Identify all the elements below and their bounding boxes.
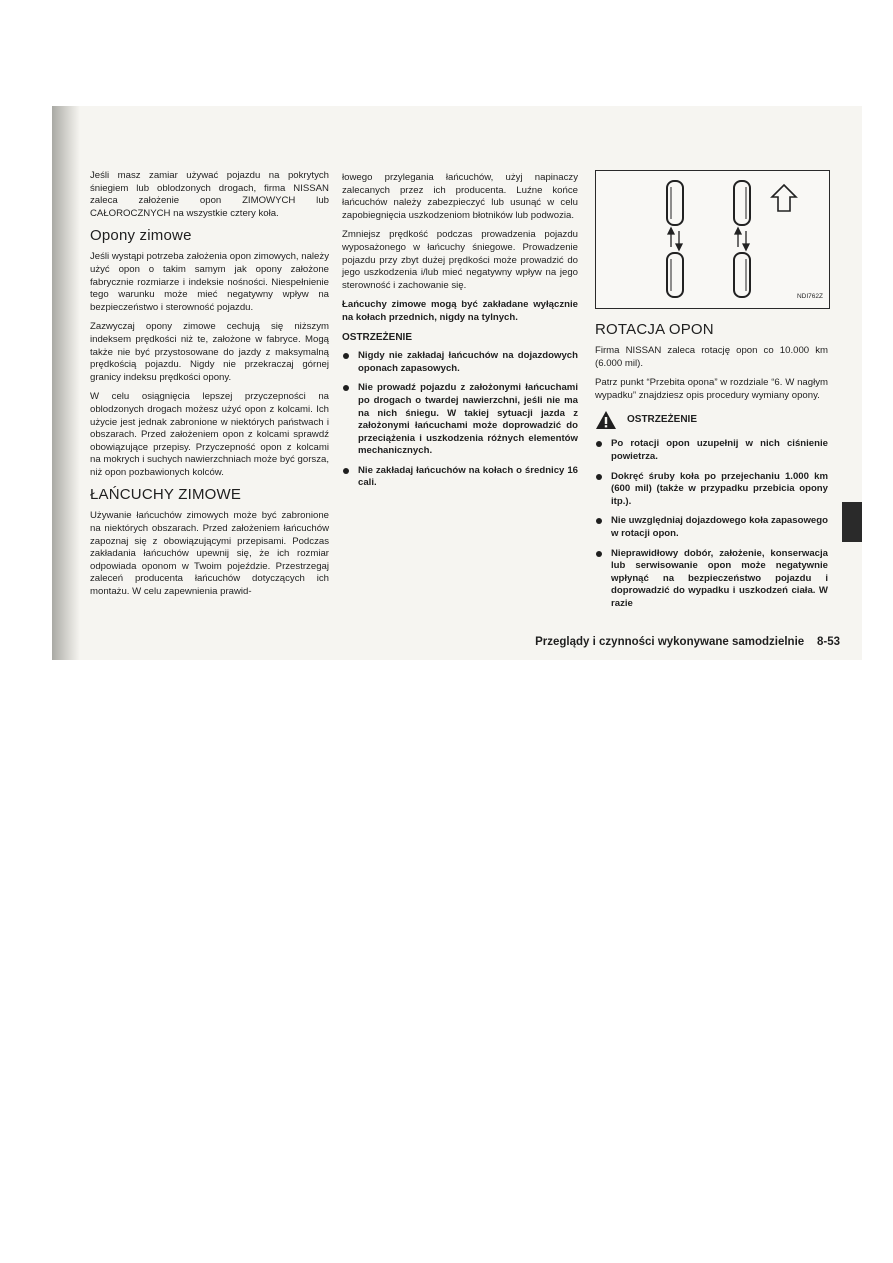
- list-item: Dokręć śruby koła po przejechaniu 1.000 km (600 mil) (także w przypadku przebicia opony itp.).: [595, 471, 828, 509]
- paragraph-winter-2: Zazwyczaj opony zimowe cechują się niższym indeksem prędkości niż te, założone w fabryce. Mogą także nie być przystosowane do jazdy z maksymalną prędkością pojazdu. Nigdy nie przekraczaj górnej granicy indeksu prędkości opony.: [90, 321, 329, 383]
- list-item: Nie zakładaj łańcuchów na kołach o średnicy 16 cali.: [342, 465, 578, 490]
- warning-triangle-icon: [595, 410, 617, 430]
- tire-rear-left: [667, 253, 683, 297]
- tire-front-left: [667, 181, 683, 225]
- column-right: [595, 170, 828, 618]
- column-middle: [342, 172, 578, 497]
- paragraph-front-wheels: Łańcuchy zimowe mogą być zakładane wyłącznie na kołach przednich, nigdy na tylnych.: [342, 299, 578, 323]
- paragraph-rotation: Firma NISSAN zaleca rotację opon co 10.000 km (6.000 mil).: [595, 345, 828, 369]
- tire-rotation-svg: [596, 171, 829, 308]
- chapter-tab-marker: [842, 502, 862, 542]
- warning-title-chains: OSTRZEŻENIE: [342, 331, 413, 343]
- column-left: [90, 170, 329, 606]
- footer-page-number: 8-53: [816, 636, 840, 648]
- paragraph-intro: Jeśli masz zamiar używać pojazdu na pokrytych śniegiem lub oblodzonych drogach, firma NISSAN zaleca założenie opon ZIMOWYCH lub CAŁOROCZNYCH na wszystkie cztery koła.: [90, 170, 329, 219]
- list-item: Nie prowadź pojazdu z założonymi łańcuchami po drogach o twardej nawierzchni, jeśli nie ma na nich śniegu. W takiej sytuacji jazda z założonymi łańcuchami może doprowadzić do przeciążenia i uszkodzenia różnych elementów mechanicznych.: [342, 382, 578, 458]
- footer-section-title: Przeglądy i czynności wykonywane samodzielnie: [535, 636, 805, 648]
- list-item: Nigdy nie zakładaj łańcuchów na dojazdowych oponach zapasowych.: [342, 350, 578, 375]
- arrow-up-outline-icon: [772, 185, 796, 211]
- paragraph-winter-1: Jeśli wystąpi potrzeba założenia opon zimowych, należy użyć opon o takim samym jak opony założone fabrycznie rozmiarze i indeksie nośności. Niespełnienie tego warunku może mieć negatywny wpływ na bezpieczeństwo i sterowność pojazdu.: [90, 251, 329, 313]
- list-item: Po rotacji opon uzupełnij w nich ciśnienie powietrza.: [595, 438, 828, 463]
- heading-winter-tires: Opony zimowe: [90, 227, 192, 245]
- page-footer: [520, 636, 840, 648]
- tire-rotation-diagram: [595, 170, 830, 309]
- list-item: Nieprawidłowy dobór, założenie, konserwacja lub serwisowanie opon może negatywnie wpłynąć na bezpieczeństwo pojazdu i doprowadzić do wypadku i uszkodzeń ciała. W razie: [595, 548, 828, 611]
- figure-code: NDI762Z: [796, 293, 823, 301]
- warning-list-chains: [342, 350, 578, 490]
- warning-title-rotation: OSTRZEŻENIE: [627, 414, 698, 426]
- paragraph-chains: Używanie łańcuchów zimowych może być zabronione na niektórych obszarach. Przed założeniem łańcuchów zapoznaj się z obowiązującymi przepisami. Podczas zakładania łańcuchów upewnij się, że ich rozmiar odpowiada oponom w Twoim pojeździe. Przestrzegaj zaleceń producenta łańcuchów dotyczących ich montażu. W celu zapewnienia prawid-: [90, 510, 329, 598]
- warning-header-rotation: [595, 410, 828, 430]
- tire-front-right: [734, 181, 750, 225]
- list-item: Nie uwzględniaj dojazdowego koła zapasowego w rotacji opon.: [595, 515, 828, 540]
- paragraph-winter-3: W celu osiągnięcia lepszej przyczepności na oblodzonych drogach możesz użyć opon z kolcami. Ich użycie jest jednak zabronione w niektórych państwach i obszarach. Przed założeniem opon z kolcami sprawdź obowiązujące przepisy. Przyczepność opon z kolcami na mokrych i suchych nawierzchniach może być gorsza, niż opon pozbawionych kolców.: [90, 391, 329, 478]
- tire-rear-right: [734, 253, 750, 297]
- heading-tire-rotation: ROTACJA OPON: [595, 321, 714, 338]
- swap-arrows-right-icon: [735, 228, 749, 250]
- paragraph-speed: Zmniejsz prędkość podczas prowadzenia pojazdu wyposażonego w łańcuchy śniegowe. Prowadzenie pojazdu przy zbyt dużej prędkości może prowadzić do jego uszkodzenia i/lub mieć negatywny wpływ na jego sterowność i zachowanie się.: [342, 229, 578, 291]
- page-binding-shadow: [52, 106, 80, 660]
- paragraph-chains-continued: łowego przylegania łańcuchów, użyj napinaczy zalecanych przez ich producenta. Luźne końce łańcuchów należy zabezpieczyć lub usunąć w celu zapobiegnięcia uszkodzeniom błotników lub podwozia.: [342, 172, 578, 221]
- paragraph-puncture: Patrz punkt “Przebita opona” w rozdziale “6. W nagłym wypadku” znajdziesz opis procedury wymiany opony.: [595, 377, 828, 401]
- swap-arrows-left-icon: [668, 228, 682, 250]
- heading-snow-chains: ŁAŃCUCHY ZIMOWE: [90, 486, 242, 504]
- warning-list-rotation: [595, 438, 828, 610]
